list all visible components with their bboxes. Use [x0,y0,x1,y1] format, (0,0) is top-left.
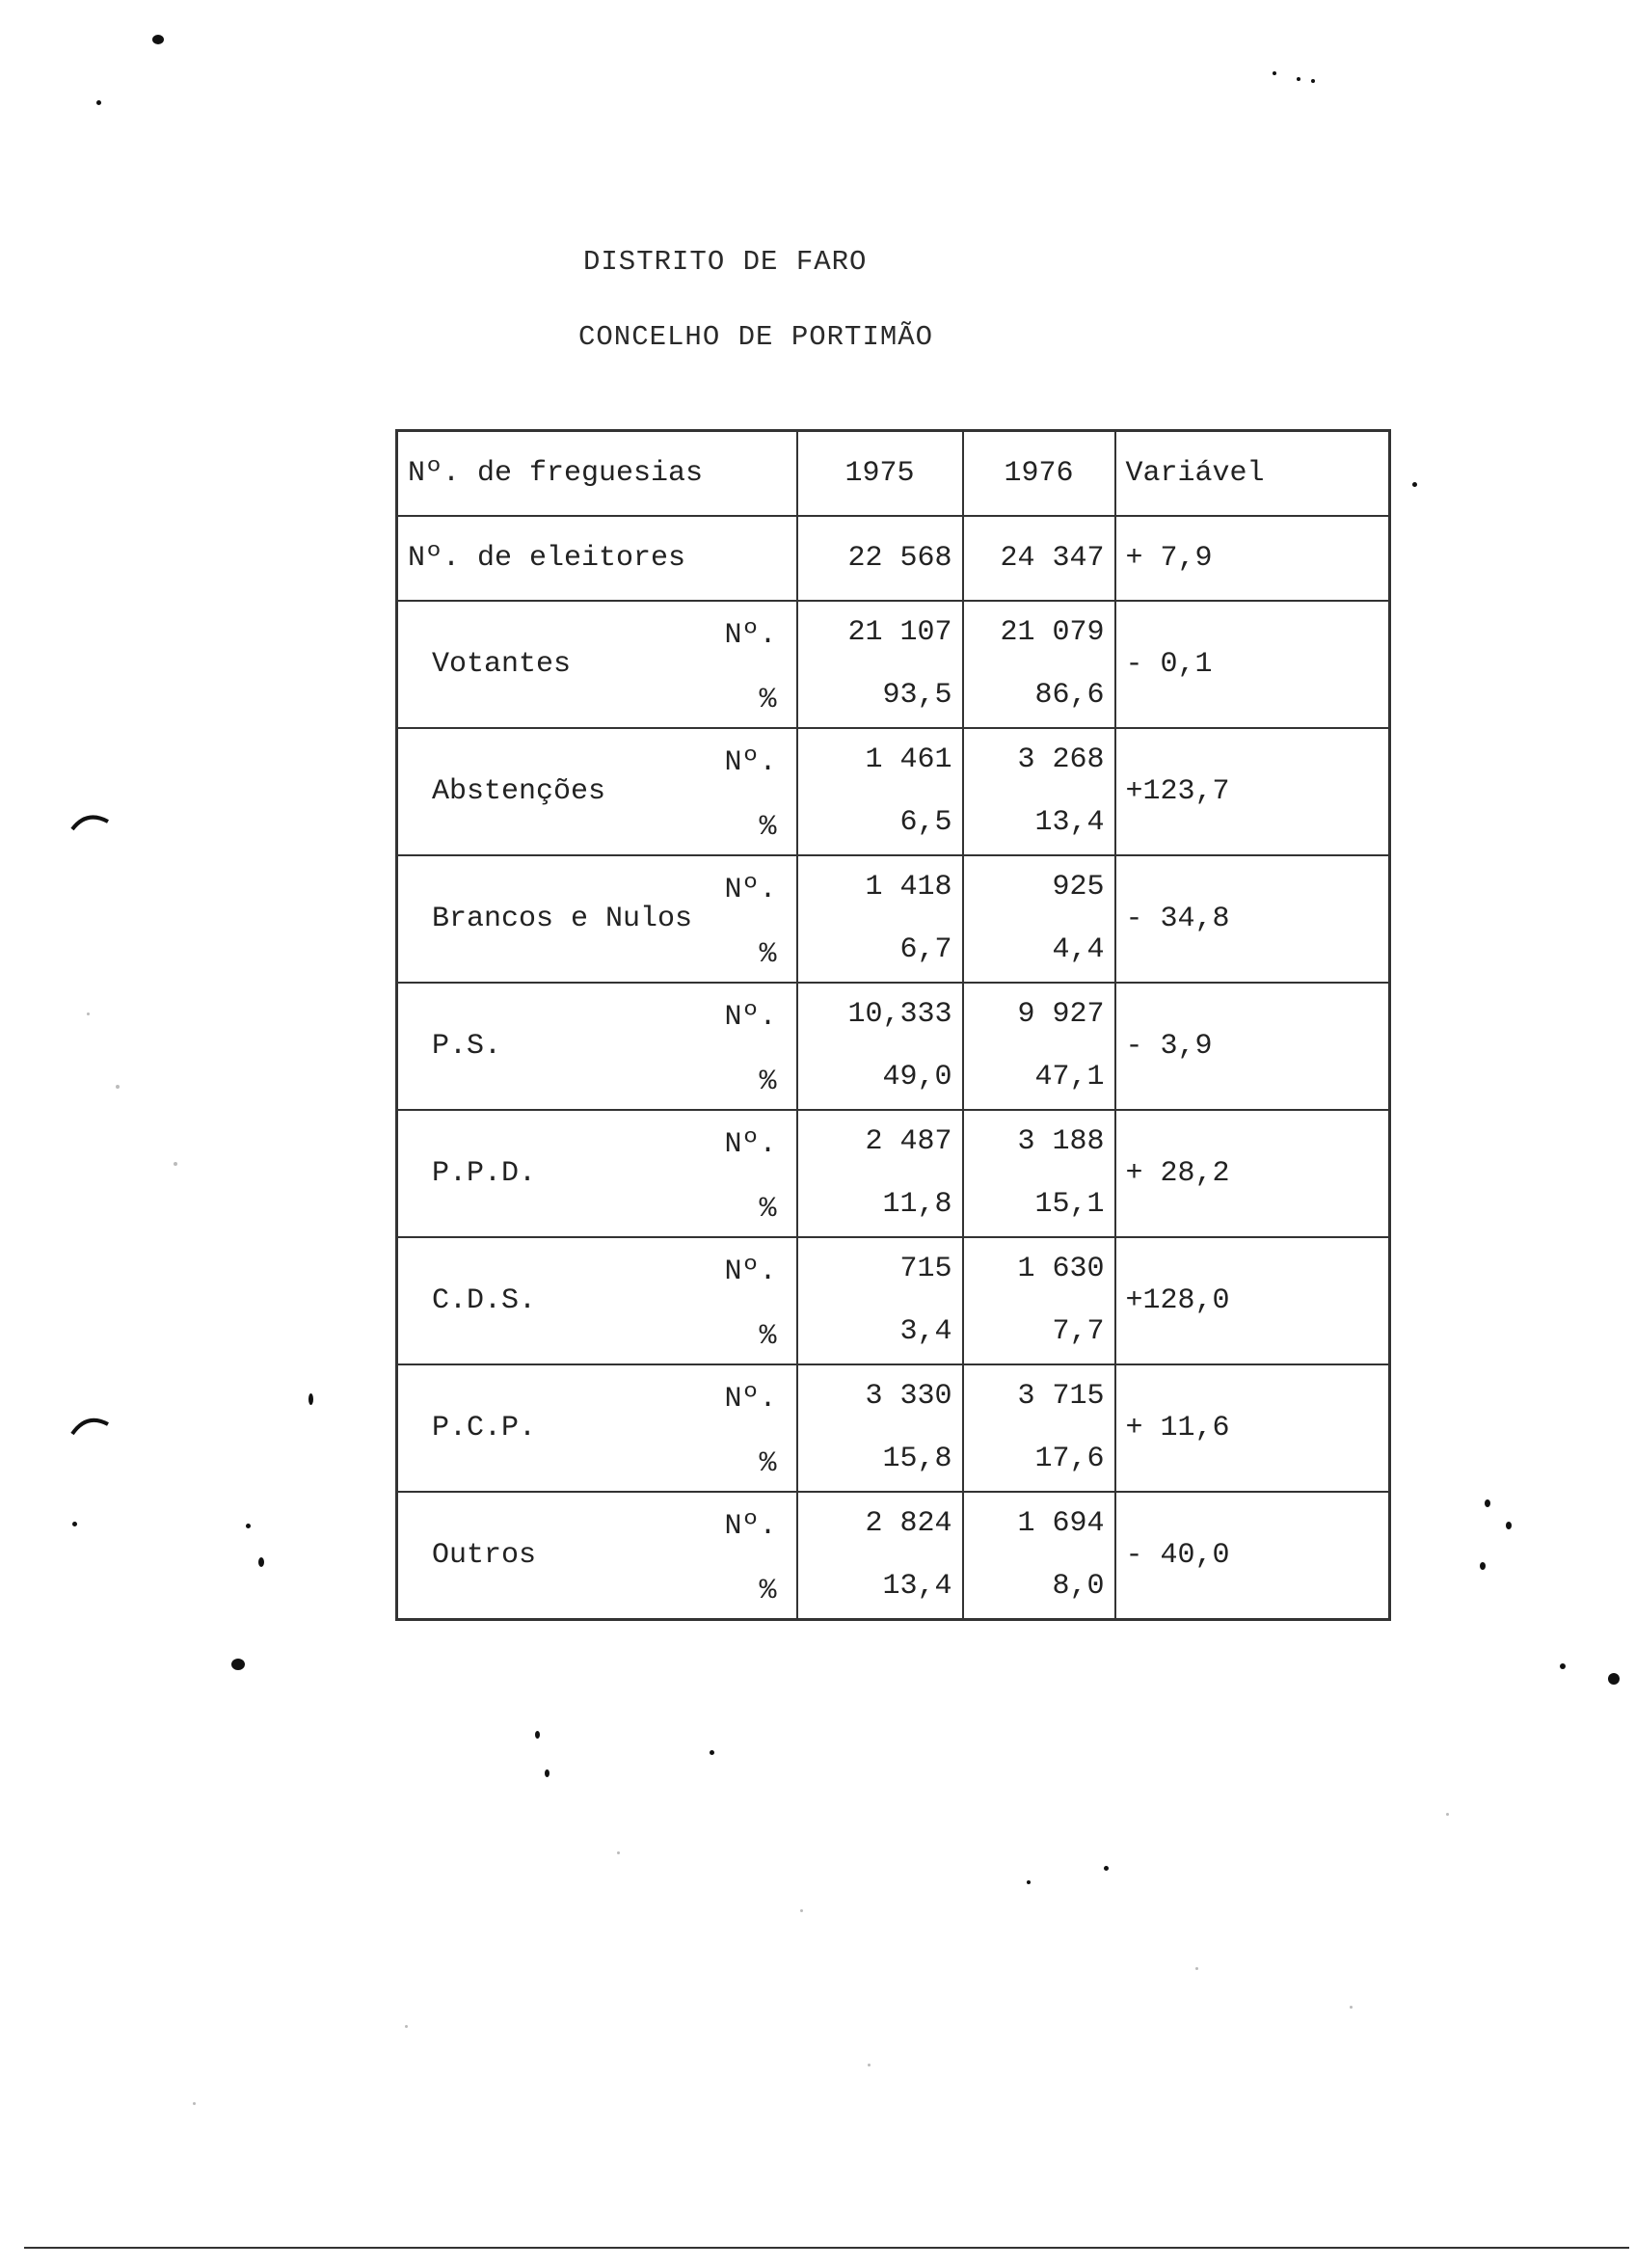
hole-punch-mark-top [67,810,116,849]
unit-number-label: Nº. [724,1255,777,1288]
percent-1975: 13,4 [882,1569,952,1603]
table-row [397,1237,1390,1364]
percent-1976: 4,4 [1052,932,1105,966]
unit-number-label: Nº. [724,1127,777,1161]
electors-label: Nº. de eleitores [397,516,797,601]
unit-percent-label: % [759,1574,777,1607]
hole-punch-mark-bottom [67,1413,116,1451]
percent-1975: 11,8 [882,1187,952,1221]
unit-number-label: Nº. [724,1000,777,1034]
percent-1976: 17,6 [1034,1442,1105,1475]
electors-row [397,516,1390,601]
unit-percent-label: % [759,937,777,971]
table-row [397,983,1390,1110]
variation-value: - 40,0 [1115,1492,1390,1620]
number-1976: 21 079 [1000,615,1105,649]
unit-percent-label: % [759,1319,777,1353]
header-row [397,431,1390,516]
unit-number-label: Nº. [724,1382,777,1416]
unit-percent-label: % [759,1192,777,1226]
variation-value: +128,0 [1115,1237,1390,1364]
electors-1976: 24 347 [963,516,1115,601]
row-label: Abstenções [432,774,606,808]
unit-number-label: Nº. [724,618,777,652]
number-1975: 1 418 [865,870,952,904]
unit-percent-label: % [759,810,777,844]
row-label: Outros [432,1538,537,1572]
unit-percent-label: % [759,1065,777,1098]
number-1975: 715 [899,1252,952,1285]
number-1976: 925 [1052,870,1105,904]
percent-1976: 15,1 [1034,1187,1105,1221]
unit-percent-label: % [759,1446,777,1480]
header-parishes-label: Nº. de freguesias [397,431,797,516]
number-1976: 3 188 [1017,1124,1105,1158]
percent-1976: 47,1 [1034,1060,1105,1094]
unit-number-label: Nº. [724,1509,777,1543]
percent-1976: 8,0 [1052,1569,1105,1603]
variation-value: - 0,1 [1115,601,1390,728]
unit-percent-label: % [759,683,777,716]
variation-value: +123,7 [1115,728,1390,855]
percent-1975: 15,8 [882,1442,952,1475]
percent-1975: 93,5 [882,678,952,712]
header-year-1975: 1975 [797,431,963,516]
number-1976: 9 927 [1017,997,1105,1031]
row-label: P.P.D. [432,1156,537,1190]
number-1976: 3 715 [1017,1379,1105,1413]
row-label: Brancos e Nulos [432,902,693,935]
percent-1975: 49,0 [882,1060,952,1094]
district-title: DISTRITO DE FARO [583,246,868,278]
table-row [397,601,1390,728]
number-1975: 2 824 [865,1506,952,1540]
row-label: P.S. [432,1029,502,1063]
number-1976: 1 630 [1017,1252,1105,1285]
number-1975: 3 330 [865,1379,952,1413]
variation-value: - 3,9 [1115,983,1390,1110]
row-label: C.D.S. [432,1283,537,1317]
percent-1976: 7,7 [1052,1314,1105,1348]
table-row [397,855,1390,983]
header-year-1976: 1976 [963,431,1115,516]
row-label: P.C.P. [432,1411,537,1444]
percent-1975: 6,7 [899,932,952,966]
percent-1975: 3,4 [899,1314,952,1348]
percent-1976: 86,6 [1034,678,1105,712]
number-1975: 21 107 [847,615,952,649]
electors-variation: + 7,9 [1115,516,1390,601]
variation-value: - 34,8 [1115,855,1390,983]
row-label: Votantes [432,647,572,681]
number-1976: 1 694 [1017,1506,1105,1540]
election-results-table [395,429,1391,1621]
table-row [397,1492,1390,1620]
number-1976: 3 268 [1017,742,1105,776]
header-variation: Variável [1115,431,1390,516]
number-1975: 1 461 [865,742,952,776]
unit-number-label: Nº. [724,873,777,906]
table-row [397,1110,1390,1237]
percent-1975: 6,5 [899,805,952,839]
variation-value: + 11,6 [1115,1364,1390,1492]
percent-1976: 13,4 [1034,805,1105,839]
page-bottom-edge [24,2247,1629,2249]
unit-number-label: Nº. [724,745,777,779]
municipality-title: CONCELHO DE PORTIMÃO [578,321,934,353]
variation-value: + 28,2 [1115,1110,1390,1237]
table-row [397,1364,1390,1492]
number-1975: 10,333 [847,997,952,1031]
number-1975: 2 487 [865,1124,952,1158]
table-row [397,728,1390,855]
electors-1975: 22 568 [797,516,963,601]
